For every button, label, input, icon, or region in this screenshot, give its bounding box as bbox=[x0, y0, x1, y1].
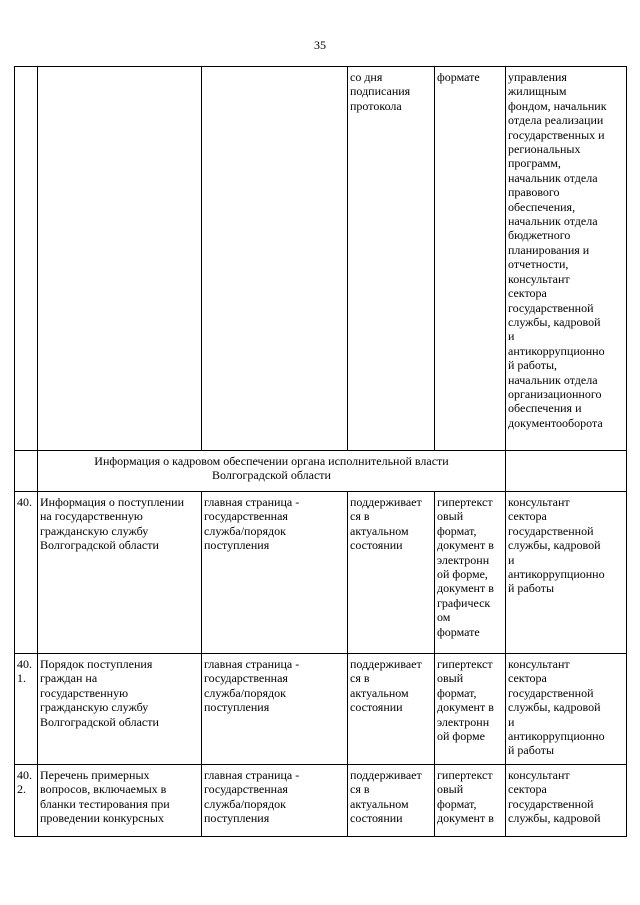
cell-info: Информация о поступлении на государственную гражданскую службу Волгоградской области bbox=[38, 492, 202, 654]
cell-location: главная страница - государственная служба/порядок поступления bbox=[202, 765, 348, 837]
table-row-continuation bbox=[15, 67, 627, 451]
document-table bbox=[14, 66, 627, 837]
cell-info bbox=[38, 67, 202, 451]
cell-responsible: консультант сектора государственной службы, кадровой и антикоррупционно й работы bbox=[506, 654, 627, 765]
table-row bbox=[15, 765, 627, 837]
section-header-title: Информация о кадровом обеспечении органа исполнительной власти Волгоградской области bbox=[38, 451, 506, 492]
table-row bbox=[15, 492, 627, 654]
page-number: 35 bbox=[314, 38, 326, 52]
cell-responsible: управления жилищным фондом, начальник отдела реализации государственных и региональных программ, начальник отдела правового обеспечения, начальник отдела бюджетного планирования и отчетности, консультант сектора государственной службы, кадровой и антикоррупционно й работы, начальник отдела организационного обеспечения и документооборота bbox=[506, 67, 627, 451]
cell-number: 40. bbox=[15, 492, 38, 654]
table-row bbox=[15, 654, 627, 765]
cell-location: главная страница - государственная служба/порядок поступления bbox=[202, 492, 348, 654]
cell-format: гипертекст овый формат, документ в электронн ой форме, документ в графическ ом формате bbox=[435, 492, 506, 654]
cell-responsible: консультант сектора государственной службы, кадровой и антикоррупционно й работы bbox=[506, 492, 627, 654]
cell-format: гипертекст овый формат, документ в электронн ой форме bbox=[435, 654, 506, 765]
cell-period: поддерживает ся в актуальном состоянии bbox=[348, 765, 435, 837]
cell-number bbox=[15, 67, 38, 451]
cell-period: поддерживает ся в актуальном состоянии bbox=[348, 492, 435, 654]
cell-format: гипертекст овый формат, документ в bbox=[435, 765, 506, 837]
cell-period: со дня подписания протокола bbox=[348, 67, 435, 451]
cell-period: поддерживает ся в актуальном состоянии bbox=[348, 654, 435, 765]
section-header-number-cell bbox=[15, 451, 38, 492]
cell-info: Порядок поступления граждан на государственную гражданскую службу Волгоградской области bbox=[38, 654, 202, 765]
cell-location: главная страница - государственная служба/порядок поступления bbox=[202, 654, 348, 765]
cell-number: 40. 2. bbox=[15, 765, 38, 837]
section-header-row bbox=[15, 451, 627, 492]
cell-info: Перечень примерных вопросов, включаемых в бланки тестирования при проведении конкурсных bbox=[38, 765, 202, 837]
cell-number: 40. 1. bbox=[15, 654, 38, 765]
cell-location bbox=[202, 67, 348, 451]
cell-format: формате bbox=[435, 67, 506, 451]
section-header-empty-cell bbox=[506, 451, 627, 492]
cell-responsible: консультант сектора государственной службы, кадровой bbox=[506, 765, 627, 837]
